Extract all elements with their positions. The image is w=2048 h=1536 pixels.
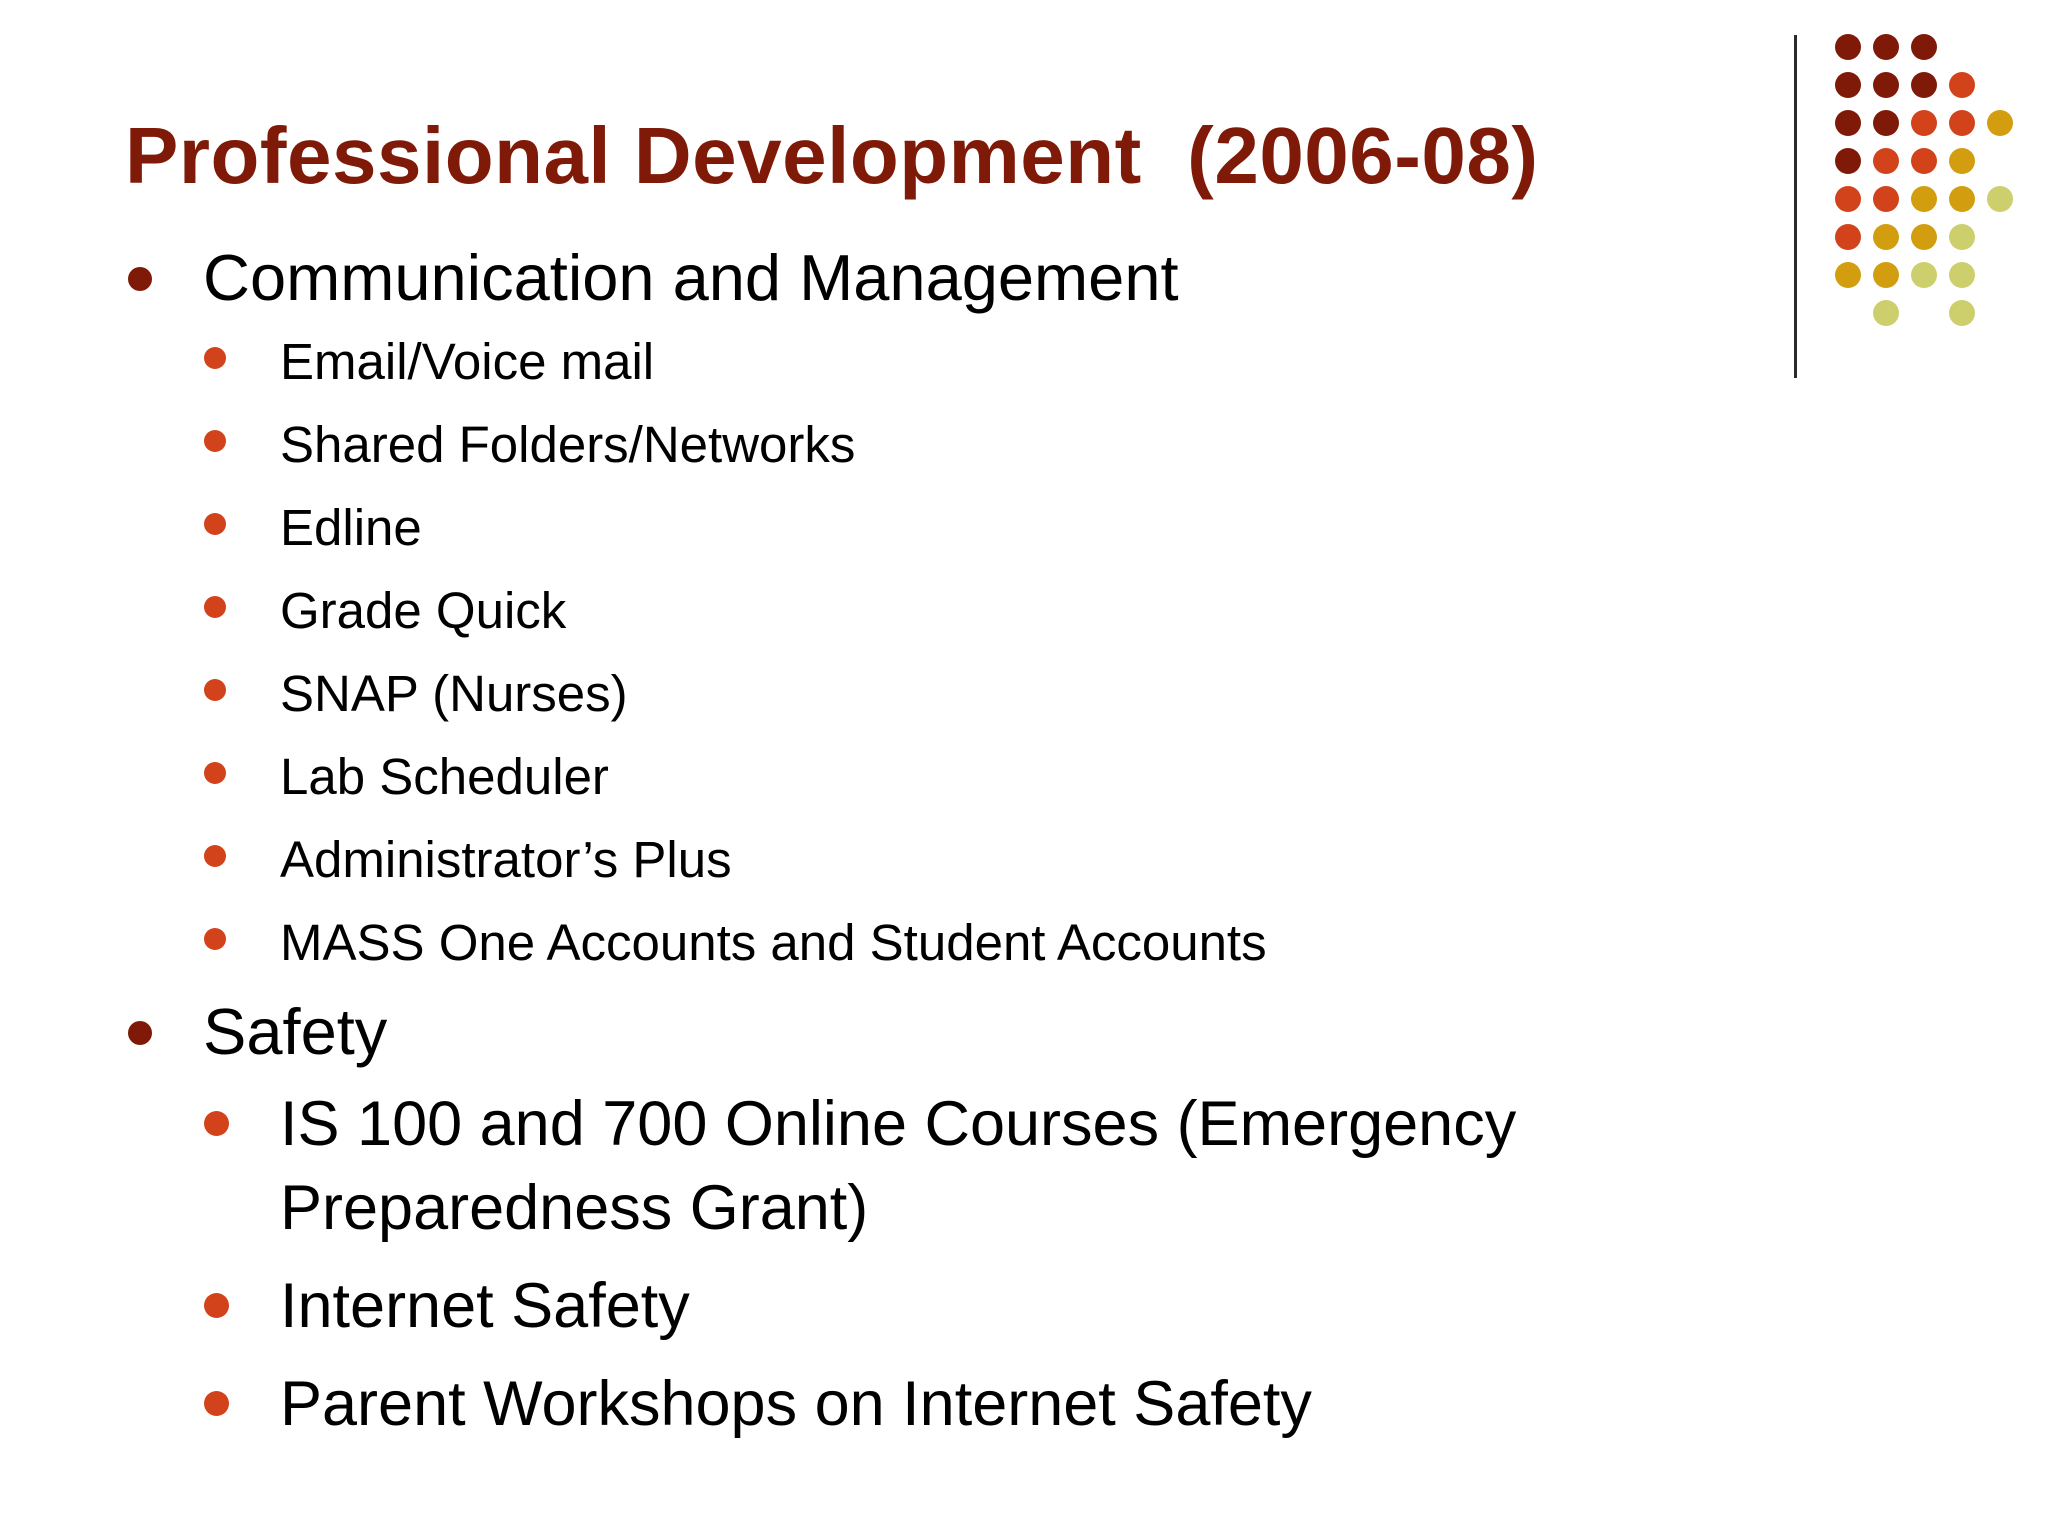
decorative-dot [1987,186,2013,212]
level2-bullet-icon [204,430,226,452]
decorative-dot [1835,224,1861,250]
level2-bullet-icon [204,1391,229,1416]
level2-bullet-icon [204,596,226,618]
decorative-dot [1835,34,1861,60]
decorative-dot [1873,300,1899,326]
title-divider-line [1794,35,1797,378]
decorative-dot [1911,224,1937,250]
decorative-dot [1911,186,1937,212]
list-item-text: Parent Workshops on Internet Safety [280,1369,1312,1439]
decorative-dot [1949,110,1975,136]
level2-bullet-icon [204,1111,229,1136]
decorative-dot [1835,186,1861,212]
list-item [125,735,1685,818]
section-label: Communication and Management [203,241,1179,314]
level2-bullet-icon [204,928,226,950]
decorative-dot [1949,300,1975,326]
section-label: Safety [203,995,388,1068]
list-item [125,1082,1685,1250]
decorative-dot [1949,72,1975,98]
list-item-text: Internet Safety [280,1271,690,1341]
section-heading-communication [125,236,1685,320]
level2-bullet-icon [204,347,226,369]
list-item-text: Email/Voice mail [280,333,655,390]
decorative-dot [1987,110,2013,136]
decorative-dot [1873,72,1899,98]
level2-bullet-icon [204,1293,229,1318]
decorative-dot [1949,148,1975,174]
decorative-dot [1835,148,1861,174]
list-item [125,1362,1685,1446]
level2-bullet-icon [204,513,226,535]
list-item [125,652,1685,735]
decorative-dot [1873,186,1899,212]
decorative-dot [1835,72,1861,98]
list-item-text: IS 100 and 700 Online Courses (Emergency Preparedness Grant) [280,1089,1517,1243]
list-item-text: Administrator’s Plus [280,831,732,888]
list-item [125,901,1685,984]
list-item [125,569,1685,652]
decorative-dot [1949,262,1975,288]
decorative-dot-grid-icon [1834,33,2030,333]
decorative-dot [1911,34,1937,60]
list-item-text: Grade Quick [280,582,567,639]
list-item [125,1264,1685,1348]
decorative-dot [1949,224,1975,250]
bullet-list [125,236,1685,1446]
decorative-dot [1911,72,1937,98]
list-item-text: MASS One Accounts and Student Accounts [280,914,1267,971]
list-item [125,320,1685,403]
level2-bullet-icon [204,679,226,701]
decorative-dot [1873,262,1899,288]
safety-items [125,1082,1685,1446]
level2-bullet-icon [204,762,226,784]
dot-grid-group [1835,34,2013,326]
level1-bullet-icon [128,1021,152,1045]
decorative-dot [1873,34,1899,60]
slide-title: Professional Development (2006-08) [125,111,1539,200]
decorative-dot [1911,110,1937,136]
list-item [125,403,1685,486]
level2-bullet-icon [204,845,226,867]
decorative-dot [1949,186,1975,212]
decorative-dot [1873,110,1899,136]
decorative-dot [1873,224,1899,250]
decorative-dot [1911,148,1937,174]
decorative-dot [1835,110,1861,136]
decorative-dot [1835,262,1861,288]
list-item-text: SNAP (Nurses) [280,665,628,722]
list-item [125,486,1685,569]
list-item-text: Edline [280,499,422,556]
list-item-text: Shared Folders/Networks [280,416,856,473]
decorative-dot [1911,262,1937,288]
communication-items [125,320,1685,984]
list-item [125,818,1685,901]
section-items-wrapper [125,1082,1685,1446]
level1-bullet-icon [128,267,152,291]
list-item-text: Lab Scheduler [280,748,609,805]
section-heading-safety [125,990,1685,1074]
section-items-wrapper [125,320,1685,984]
decorative-dot [1873,148,1899,174]
